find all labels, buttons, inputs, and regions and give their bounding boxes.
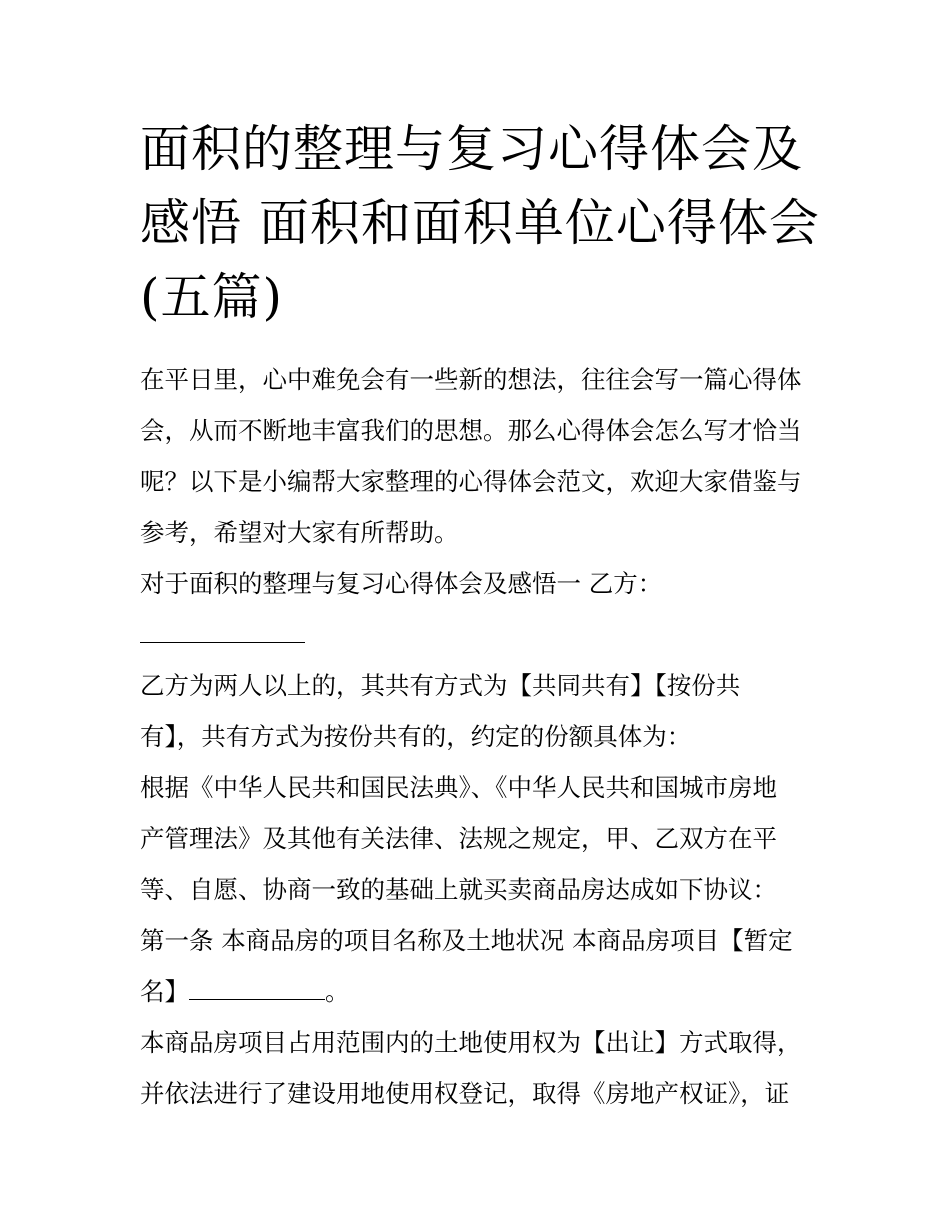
party-b-blank-line	[140, 609, 830, 660]
clause-line: 产管理法》及其他有关法律、法规之规定，甲、乙双方在平	[140, 824, 777, 853]
intro-line: 会，从而不断地丰富我们的思想。那么心得体会怎么写才恰当	[140, 416, 802, 445]
intro-line: 参考，希望对大家有所帮助。	[140, 518, 459, 547]
fill-in-blank	[189, 973, 325, 1000]
document-title	[140, 112, 830, 334]
project-name-line	[140, 966, 830, 1017]
body-line: 本商品房项目占用范围内的土地使用权为【出让】方式取得，	[140, 1028, 802, 1057]
title-line: 面积的整理与复习心得体会及	[140, 120, 803, 178]
clause-line: 根据《中华人民共和国民法典》、《中华人民共和国城市房地	[140, 773, 777, 802]
title-line: (五篇)	[140, 268, 284, 326]
fill-in-blank	[140, 616, 305, 643]
clause-line: 第一条 本商品房的项目名称及土地状况 本商品房项目【暂定	[140, 926, 793, 955]
intro-line: 呢？以下是小编帮大家整理的心得体会范文，欢迎大家借鉴与	[140, 467, 802, 496]
project-name-suffix: 。	[325, 977, 350, 1006]
clause-line: 乙方为两人以上的，其共有方式为【共同共有】【按份共	[140, 671, 741, 700]
section-heading: 对于面积的整理与复习心得体会及感悟一 乙方：	[140, 569, 663, 598]
intro-line: 在平日里，心中难免会有一些新的想法，往往会写一篇心得体	[140, 365, 802, 394]
clause-line: 有】，共有方式为按份共有的，约定的份额具体为：	[140, 722, 692, 751]
body-line: 并依法进行了建设用地使用权登记，取得《房地产权证》，证	[140, 1079, 790, 1108]
project-name-prefix: 名】	[140, 977, 189, 1006]
clause-line: 等、自愿、协商一致的基础上就买卖商品房达成如下协议：	[140, 875, 777, 904]
title-line: 感悟 面积和面积单位心得体会	[140, 194, 820, 252]
document-body	[140, 354, 830, 1119]
